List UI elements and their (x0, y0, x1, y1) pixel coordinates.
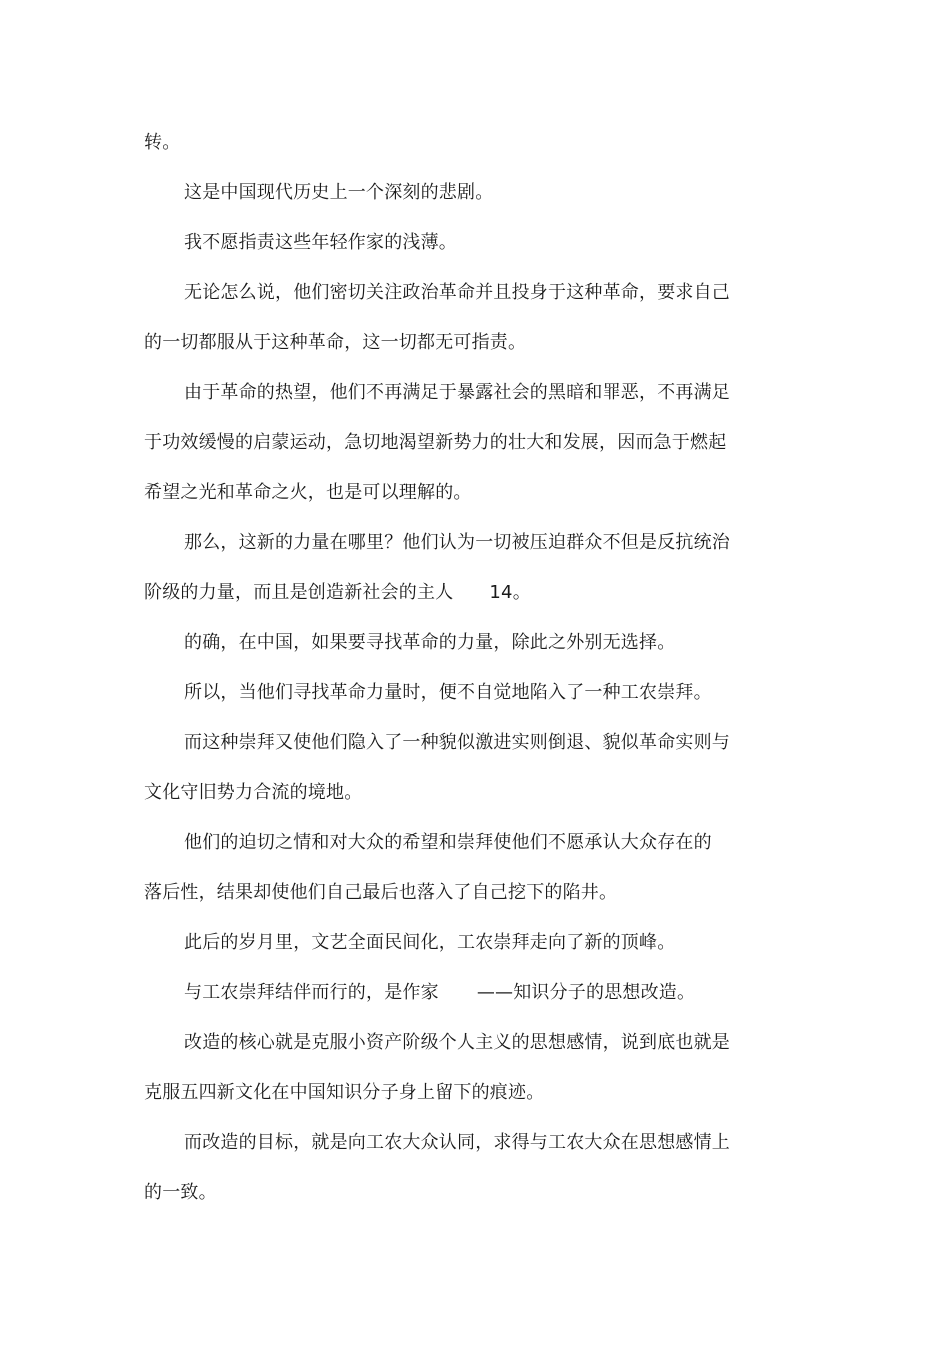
text-line (184, 981, 804, 1005)
text-line: 的确，在中国，如果要寻找革命的力量，除此之外别无选择。 (184, 632, 676, 653)
text-line: 而改造的目标，就是向工农大众认同，求得与工农大众在思想感情上 (184, 1132, 730, 1153)
text-line: 此后的岁月里，文艺全面民间化，工农崇拜走向了新的顶峰。 (184, 932, 676, 953)
text-segment: 与工农崇拜结伴而行的，是作家 (184, 982, 439, 1003)
text-line: 的一致。 (144, 1182, 217, 1203)
text-line: 落后性，结果却使他们自己最后也落入了自己挖下的陷井。 (144, 882, 618, 903)
text-line: 希望之光和革命之火，也是可以理解的。 (144, 482, 472, 503)
text-line: 改造的核心就是克服小资产阶级个人主义的思想感情，说到底也就是 (184, 1032, 730, 1053)
text-line: 所以，当他们寻找革命力量时，便不自觉地陷入了一种工农崇拜。 (184, 682, 712, 703)
text-line: 文化守旧势力合流的境地。 (144, 782, 363, 803)
text-line: 那么，这新的力量在哪里？他们认为一切被压迫群众不但是反抗统治 (184, 532, 730, 553)
text-line: 由于革命的热望，他们不再满足于暴露社会的黑暗和罪恶，不再满足 (184, 382, 730, 403)
text-segment: ——知识分子的思想改造。 (476, 982, 696, 1003)
text-line: 无论怎么说，他们密切关注政治革命并且投身于这种革命，要求自己 (184, 282, 730, 303)
text-line: 这是中国现代历史上一个深刻的悲剧。 (184, 182, 494, 203)
text-line (144, 581, 764, 605)
text-line: 于功效缓慢的启蒙运动，急切地渴望新势力的壮大和发展，因而急于燃起 (144, 432, 727, 453)
text-line: 而这种崇拜又使他们隐入了一种貌似激进实则倒退、貌似革命实则与 (184, 732, 730, 753)
text-line: 我不愿指责这些年轻作家的浅薄。 (184, 232, 457, 253)
text-line: 转。 (144, 132, 181, 153)
text-segment: 阶级的力量，而且是创造新社会的主人 (144, 582, 454, 603)
footnote-marker: 14。 (489, 582, 531, 603)
text-line: 克服五四新文化在中国知识分子身上留下的痕迹。 (144, 1082, 545, 1103)
text-line: 他们的迫切之情和对大众的希望和崇拜使他们不愿承认大众存在的 (184, 832, 712, 853)
text-line: 的一切都服从于这种革命，这一切都无可指责。 (144, 332, 527, 353)
